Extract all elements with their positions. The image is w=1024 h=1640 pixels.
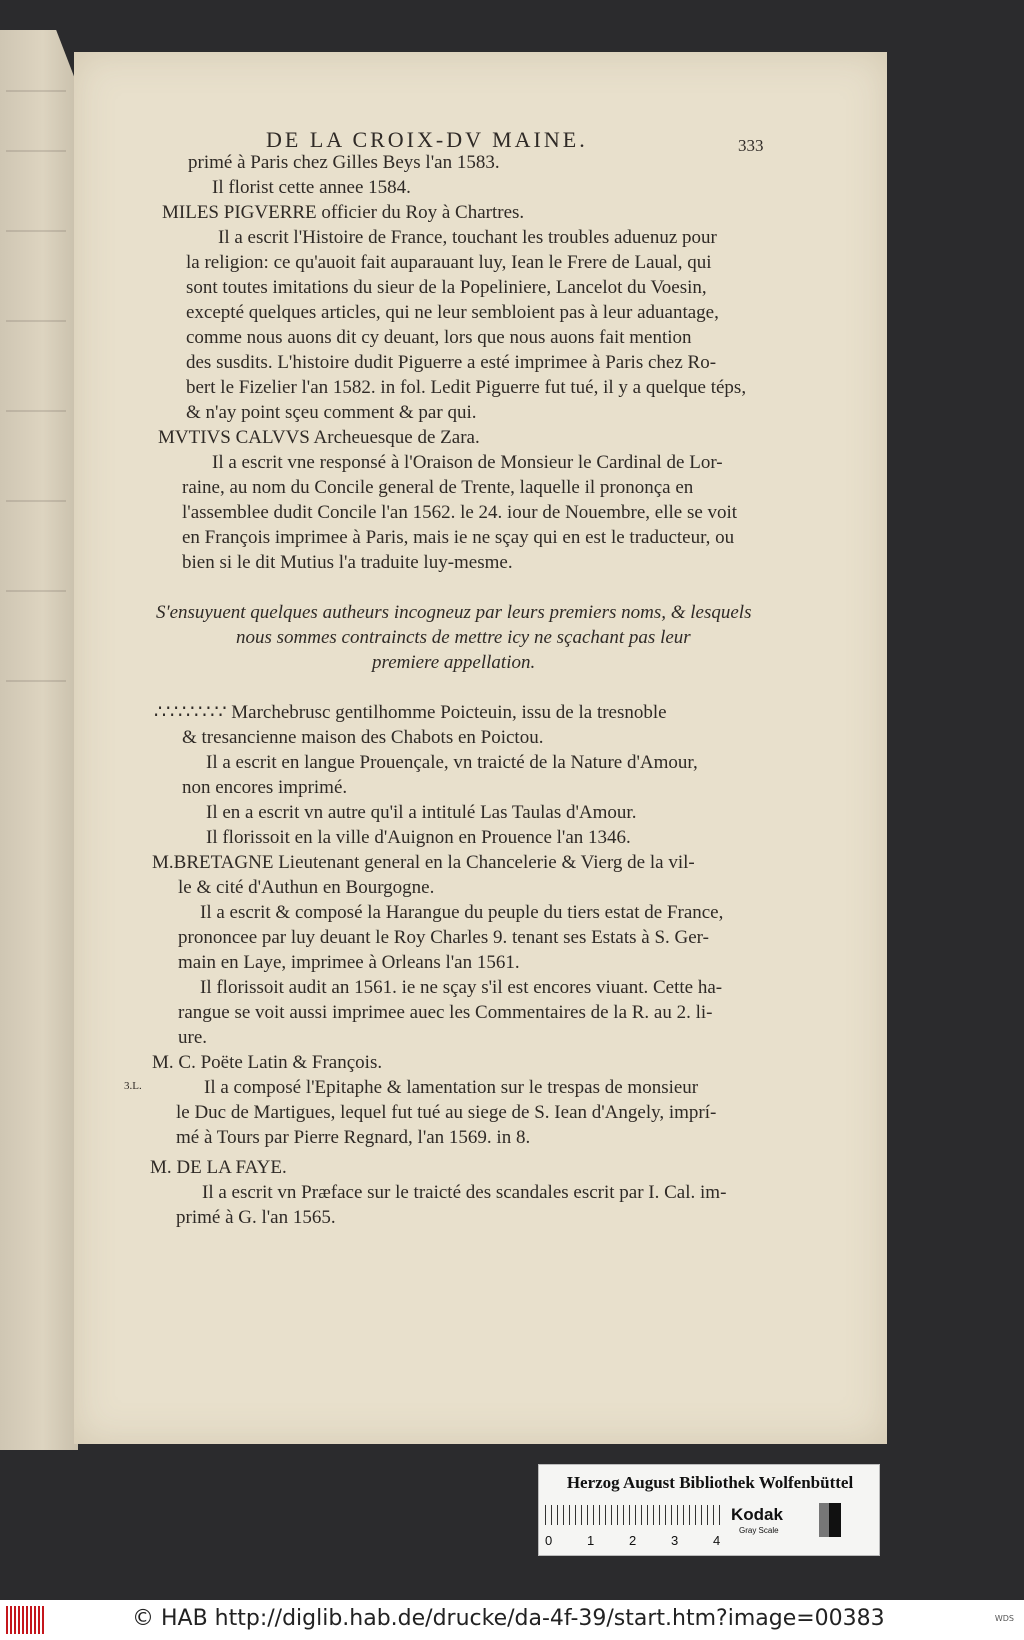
text-line: Il a escrit vn Præface sur le traicté des scandales escrit par I. Cal. im- [202, 1182, 727, 1203]
text-line: Il florissoit en la ville d'Auignon en Prouence l'an 1346. [206, 827, 631, 848]
text-line: Il a composé l'Epitaphe & lamentation sur le trespas de monsieur [204, 1077, 699, 1098]
kodak-logo: Kodak [731, 1505, 783, 1524]
text-line: MVTIVS CALVVS Archeuesque de Zara. [158, 427, 480, 448]
text-line: MILES PIGVERRE officier du Roy à Chartres. [162, 202, 525, 223]
text-line: primé à G. l'an 1565. [176, 1207, 336, 1228]
text-line: le & cité d'Authun en Bourgogne. [178, 877, 435, 898]
library-name: Herzog August Bibliothek Wolfenbüttel [566, 1473, 854, 1492]
text-line: raine, au nom du Concile general de Trente, laquelle il prononça en [182, 477, 694, 498]
scale-label: 4 [713, 1533, 721, 1548]
text-line: ure. [178, 1027, 208, 1048]
scale-label: 3 [671, 1533, 679, 1548]
scale-label: 0 [545, 1533, 553, 1548]
text-line: main en Laye, imprimee à Orleans l'an 1561. [178, 952, 520, 973]
footer-bar [0, 1600, 1024, 1640]
text-line: Il en a escrit vn autre qu'il a intitulé Las Taulas d'Amour. [206, 802, 637, 823]
footer-copyright-link[interactable]: © HAB http://diglib.hab.de/drucke/da-4f-39/start.htm?image=00383 [132, 1606, 885, 1631]
scale-label: 1 [587, 1533, 595, 1548]
text-line: M.BRETAGNE Lieutenant general en la Chancelerie & Vierg de la vil- [152, 852, 695, 873]
text-line: premiere appellation. [372, 652, 536, 673]
scale-label: 2 [629, 1533, 637, 1548]
text-line: Il florissoit audit an 1561. ie ne sçay s'il est encores viuant. Cette ha- [200, 977, 723, 998]
text-line: nous sommes contraincts de mettre icy ne sçachant pas leur [236, 627, 691, 648]
text-line: mé à Tours par Pierre Regnard, l'an 1569. in 8. [176, 1127, 531, 1148]
text-line: & tresancienne maison des Chabots en Poictou. [182, 727, 544, 748]
text-line: S'ensuyuent quelques autheurs incogneuz par leurs premiers noms, & lesquels [156, 602, 752, 623]
color-calibration-target [538, 1464, 880, 1556]
book-page [74, 52, 887, 1444]
text-line: en François imprimee à Paris, mais ie ne sçay qui en est le traducteur, ou [182, 527, 735, 548]
text-line: bien si le dit Mutius l'a traduite luy-mesme. [182, 552, 513, 573]
text-line: le Duc de Martigues, lequel fut tué au siege de S. Iean d'Angely, imprí- [176, 1102, 717, 1123]
text-line: Il a escrit l'Histoire de France, touchant les troubles aduenuz pour [218, 227, 717, 248]
text-line: Il florist cette annee 1584. [212, 177, 411, 198]
text-line: Il a escrit en langue Prouençale, vn traicté de la Nature d'Amour, [206, 752, 698, 773]
margin-note: 3.L. [124, 1080, 142, 1092]
text-line: l'assemblee dudit Concile l'an 1562. le 24. iour de Nouembre, elle se voit [182, 502, 738, 523]
text-line: des susdits. L'histoire dudit Piguerre a esté imprimee à Paris chez Ro- [186, 352, 717, 373]
text-line: ∴∵∴∵∴∵ Marchebrusc gentilhomme Poicteuin, issu de la tresnoble [154, 702, 667, 723]
text-line: Il a escrit vne responsé à l'Oraison de Monsieur le Cardinal de Lor- [212, 452, 723, 473]
text-line: la religion: ce qu'auoit fait auparauant luy, Iean le Frere de Laual, qui [186, 252, 712, 273]
text-line: & n'ay point sçeu comment & par qui. [186, 402, 477, 423]
scale-ruler [545, 1505, 725, 1525]
text-line: non encores imprimé. [182, 777, 348, 798]
text-line: M. C. Poëte Latin & François. [152, 1052, 383, 1073]
text-line: rangue se voit aussi imprimee auec les Commentaires de la R. au 2. li- [178, 1002, 713, 1023]
gray-scale-label: Gray Scale [739, 1526, 779, 1535]
text-line: comme nous auons dit cy deuant, lors que nous auons fait mention [186, 327, 692, 348]
text-line: sont toutes imitations du sieur de la Popeliniere, Lancelot du Voesin, [186, 277, 707, 298]
text-line: bert le Fizelier l'an 1582. in fol. Ledit Piguerre fut tué, il y a quelque téps, [186, 377, 747, 398]
text-line: Il a escrit & composé la Harangue du peuple du tiers estat de France, [200, 902, 724, 923]
text-line: M. DE LA FAYE. [150, 1157, 287, 1178]
text-line: prononcee par luy deuant le Roy Charles 9. tenant ses Estats à S. Ger- [178, 927, 709, 948]
running-header: DE LA CROIX-DV MAINE. [266, 127, 588, 152]
barcode-icon [6, 1606, 46, 1634]
facing-page-edge [0, 30, 78, 1450]
footer-corner-mark: WDS [994, 1614, 1014, 1623]
text-line: primé à Paris chez Gilles Beys l'an 1583. [188, 152, 500, 173]
page-number: 333 [738, 136, 764, 155]
black-swatch [829, 1503, 841, 1537]
text-line: excepté quelques articles, qui ne leur sembloient pas à leur aduantage, [186, 302, 719, 323]
gray-swatch [819, 1503, 829, 1537]
